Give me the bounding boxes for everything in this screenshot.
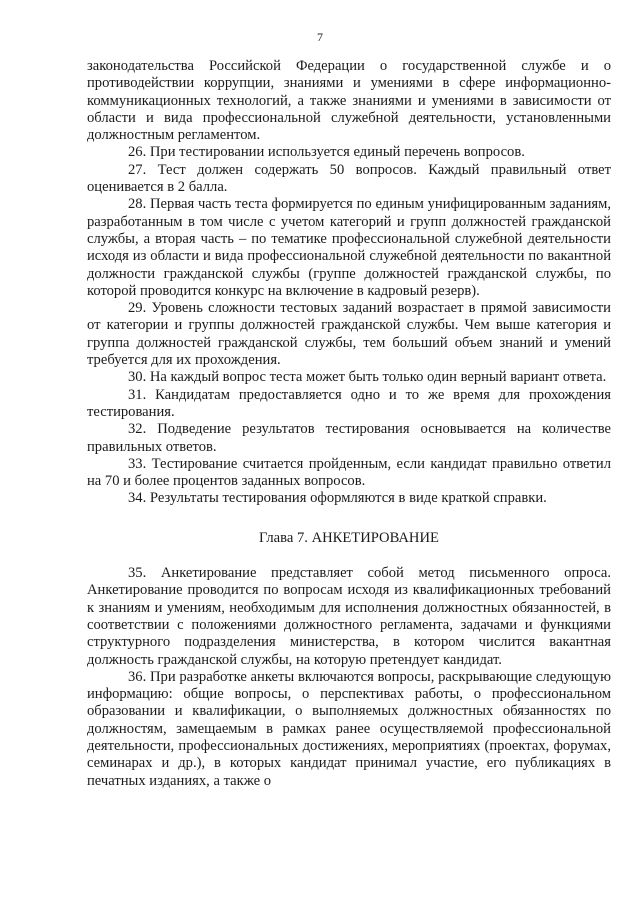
paragraph: 27. Тест должен содержать 50 вопросов. Каждый правильный ответ оценивается в 2 балла. [87,161,611,196]
paragraph: 34. Результаты тестирования оформляются в виде краткой справки. [128,490,547,507]
chapter-heading: Глава 7. АНКЕТИРОВАНИЕ [259,529,439,546]
paragraph: 31. Кандидатам предоставляется одно и то же время для прохождения тестирования. [87,386,611,420]
paragraph: 26. При тестировании используется единый перечень вопросов. [128,144,525,161]
paragraph: 30. На каждый вопрос теста может быть только один верный вариант ответа. [128,369,607,386]
paragraph: 33. Тестирование считается пройденным, если кандидат правильно ответил на 70 и более процентов заданных вопросов. [87,455,611,490]
paragraph: 29. Уровень сложности тестовых заданий возрастает в прямой зависимости от категории и группы должностей гражданской службы. Чем выше категория и группа должностей гражданской службы, тем больший объем знаний и умений требуется для их прохождения. [87,300,611,369]
paragraph: законодательства Российской Федерации о государственной службе и о противодействии коррупции, знаниями и умениями в сфере информационно-коммуникационных технологий, а также знаниями и умениями в зависимости от области и вида профессиональной служебной деятельности, установленными должностным регламентом. [87,58,611,144]
paragraph-group-before [87,58,611,508]
document-body [87,58,611,790]
page-number: 7 [317,30,323,44]
paragraph: 32. Подведение результатов тестирования основывается на количестве правильных ответов. [87,421,611,455]
paragraph: 35. Анкетирование представляет собой метод письменного опроса. Анкетирование проводится по вопросам исходя из квалификационных требований к знаниям и умениям, необходимым для исполнения должностных обязанностей, в соответствии с положениями должностного регламента, задачами и функциями структурного подразделения министерства, в котором числится вакантная должность гражданской службы, на которую претендует кандидат. [87,565,611,668]
paragraph: 28. Первая часть теста формируется по единым унифицированным заданиям, разработанным в том числе с учетом категорий и групп должностей гражданской службы, а вторая часть – по тематике профессиональной служебной деятельности исходя из области и вида профессиональной служебной деятельности по вакантной должности гражданской службы (группе должностей гражданской службы, по которой проводится конкурс на включение в кадровый резерв). [87,196,611,299]
paragraph: 36. При разработке анкеты включаются вопросы, раскрывающие следующую информацию: общие вопросы, о перспективах работы, о профессиональном образовании и квалификации, о выполняемых должностных обязанностях по должностям, замещаемым в рамках ранее осуществляемой профессиональной деятельности, профессиональных достижениях, мероприятиях (проектах, форумах, семинарах и др.), в которых кандидат принимал участие, его публикациях в печатных изданиях, а также о [87,668,611,789]
paragraph-group-after [87,565,611,790]
